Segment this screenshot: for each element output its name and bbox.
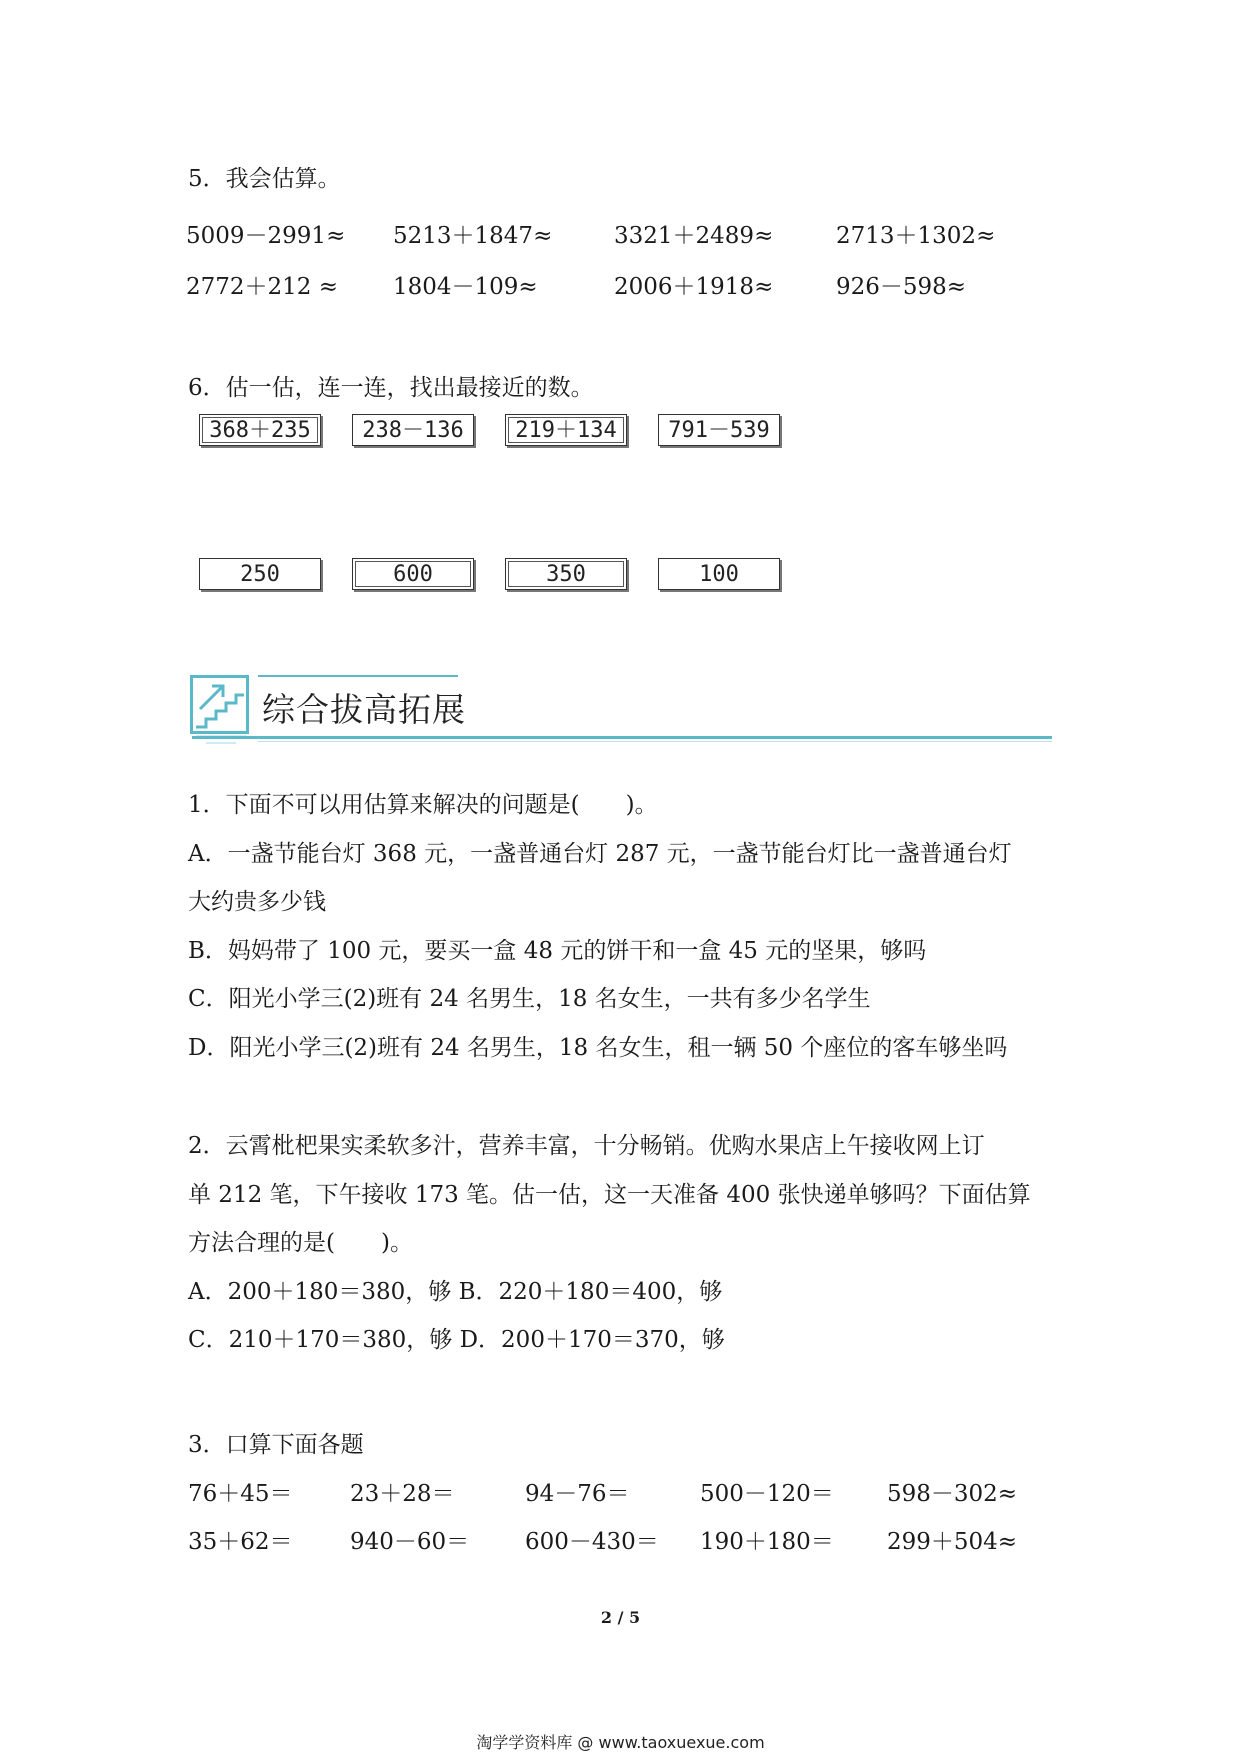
mental-math-item: 35＋62＝ bbox=[188, 1529, 293, 1555]
answer-box[interactable]: 250 bbox=[199, 558, 321, 590]
q5-item: 2006＋1918≈ bbox=[614, 274, 774, 300]
problem-1 bbox=[188, 781, 1058, 1072]
option-a[interactable]: A．一盏节能台灯 368 元，一盏普通台灯 287 元，一盏节能台灯比一盏普通台灯 bbox=[188, 840, 1012, 867]
problem-2-stem: 2．云霄枇杷果实柔软多汁，营养丰富，十分畅销。优购水果店上午接收网上订 bbox=[188, 1133, 985, 1159]
option-b[interactable]: B．妈妈带了 100 元，要买一盒 48 元的饼干和一盒 45 元的坚果，够吗 bbox=[188, 937, 927, 964]
section-top-rule bbox=[258, 675, 458, 677]
answer-box[interactable]: 600 bbox=[352, 558, 474, 590]
section-header-icon-wrap bbox=[190, 675, 250, 735]
q5-title: 5．我会估算。 bbox=[188, 166, 341, 192]
answer-box[interactable]: 100 bbox=[658, 558, 780, 590]
options-a-b[interactable]: A．200＋180＝380，够 B．220＋180＝400，够 bbox=[188, 1278, 723, 1305]
mental-math-item: 598－302≈ bbox=[887, 1481, 1018, 1507]
options-c-d[interactable]: C．210＋170＝380，够 D．200＋170＝370，够 bbox=[188, 1327, 725, 1353]
problem-2-stem-end: 方法合理的是( )。 bbox=[188, 1230, 413, 1256]
mental-math-item: 500－120＝ bbox=[700, 1481, 834, 1507]
section-bottom-rule-thin bbox=[258, 741, 1052, 742]
p3-row-2 bbox=[0, 1523, 1241, 1553]
q5-item: 2713＋1302≈ bbox=[836, 223, 996, 249]
problem-3-title: 3．口算下面各题 bbox=[188, 1432, 364, 1458]
option-a-cont: 大约贵多少钱 bbox=[188, 889, 326, 915]
section-bottom-rule bbox=[192, 736, 1052, 739]
mental-math-item: 940－60＝ bbox=[350, 1529, 470, 1555]
q5-item: 3321＋2489≈ bbox=[614, 223, 774, 249]
option-c[interactable]: C．阳光小学三(2)班有 24 名男生，18 名女生，一共有多少名学生 bbox=[188, 986, 871, 1012]
problem-2-stem-cont: 单 212 笔，下午接收 173 笔。估一估，这一天准备 400 张快递单够吗？下面估算 bbox=[188, 1181, 1031, 1208]
q5-row-1 bbox=[0, 217, 1241, 247]
p3-row-1 bbox=[0, 1475, 1241, 1505]
expression-box[interactable]: 238－136 bbox=[352, 414, 474, 446]
answer-box[interactable]: 350 bbox=[505, 558, 627, 590]
problem-2 bbox=[188, 1122, 1058, 1365]
q5-item: 2772＋212 ≈ bbox=[186, 274, 339, 300]
section-title: 综合拔高拓展 bbox=[262, 690, 466, 729]
page-number: 2 / 5 bbox=[600, 1608, 641, 1627]
q5-item: 1804－109≈ bbox=[393, 274, 538, 300]
mental-math-item: 600－430＝ bbox=[525, 1529, 659, 1555]
mental-math-item: 190＋180＝ bbox=[700, 1529, 834, 1555]
mental-math-item: 299＋504≈ bbox=[887, 1529, 1018, 1555]
mental-math-item: 76＋45＝ bbox=[188, 1481, 293, 1507]
expression-box[interactable]: 219＋134 bbox=[505, 414, 627, 446]
footer-site-link[interactable]: 淘学学资料库 @ www.taoxuexue.com bbox=[476, 1733, 765, 1752]
expression-box[interactable]: 791－539 bbox=[658, 414, 780, 446]
expression-box[interactable]: 368＋235 bbox=[199, 414, 321, 446]
q5-item: 926－598≈ bbox=[836, 274, 967, 300]
problem-1-stem: 1．下面不可以用估算来解决的问题是( )。 bbox=[188, 792, 658, 818]
q6-title: 6．估一估，连一连，找出最接近的数。 bbox=[188, 375, 594, 401]
q5-row-2 bbox=[0, 268, 1241, 298]
mental-math-item: 23＋28＝ bbox=[350, 1481, 455, 1507]
q5-item: 5213＋1847≈ bbox=[393, 223, 553, 249]
q5-item: 5009－2991≈ bbox=[186, 223, 346, 249]
option-d[interactable]: D．阳光小学三(2)班有 24 名男生，18 名女生，租一辆 50 个座位的客车够坐吗 bbox=[188, 1034, 1008, 1061]
mental-math-item: 94－76＝ bbox=[525, 1481, 630, 1507]
